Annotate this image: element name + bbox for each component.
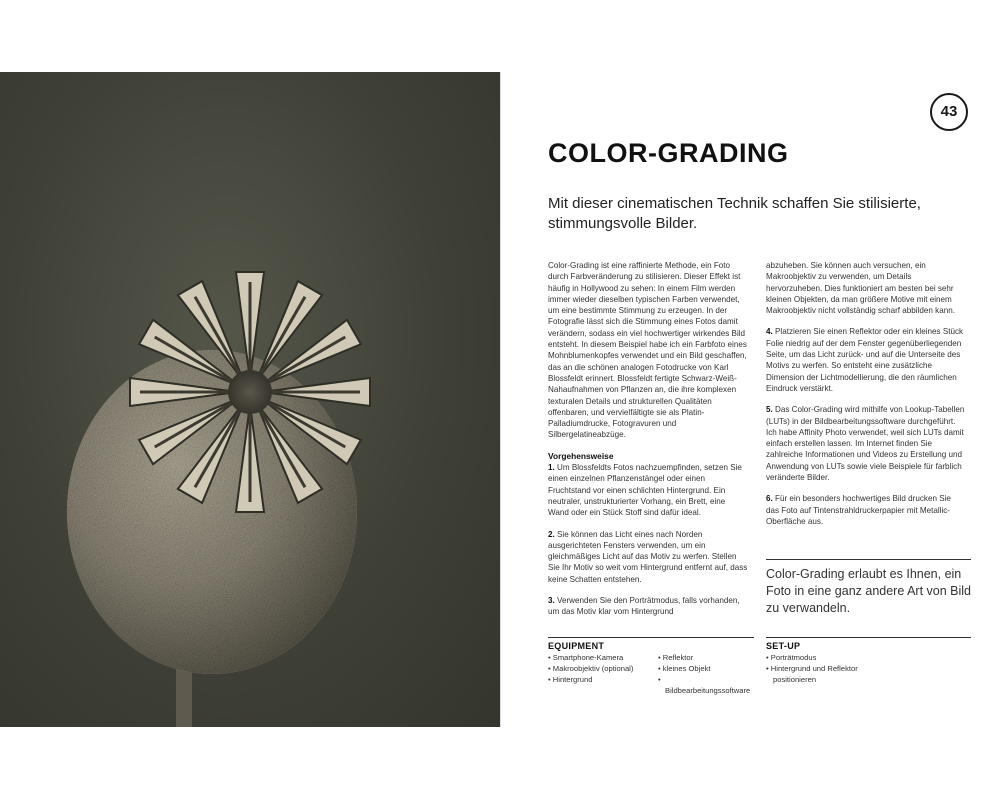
list-item: • Hintergrund und Reflektor positionieren — [766, 663, 876, 685]
poppy-seed-head-illustration — [0, 72, 500, 727]
step-2 — [548, 529, 748, 585]
step-3-continuation: abzuheben. Sie können auch versuchen, ein Makroobjektiv zu verwenden, um Details hervorzuheben. Dies funktioniert am besten bei sehr kleinen Objekten, da man größere Motive mit einem Makroobjektiv nicht vollständig scharf abbilden kann. — [766, 261, 955, 316]
step-6-text: Für ein besonders hochwertiges Bild drucken Sie das Foto auf Tintenstrahldruckerpapier mit Metallic-Oberfläche aus. — [766, 494, 951, 526]
list-item: • Porträtmodus — [766, 652, 876, 663]
list-item: • Hintergrund — [548, 674, 653, 685]
page-subtitle: Mit dieser cinematischen Technik schaffen Sie stilisierte, stimmungsvolle Bilder. — [548, 195, 921, 232]
page-title: COLOR-GRADING — [548, 138, 789, 168]
step-3-text: Verwenden Sie den Porträtmodus, falls vorhanden, um das Motiv klar vom Hintergrund — [548, 596, 740, 617]
step-2-number: 2. — [548, 529, 555, 539]
list-item: • Makroobjektiv (optional) — [548, 663, 653, 674]
step-6-number: 6. — [766, 494, 773, 504]
book-spread — [0, 72, 1000, 727]
pull-quote: Color-Grading erlaubt es Ihnen, ein Foto in eine ganz andere Art von Bild zu verwandeln. — [766, 559, 971, 617]
step-3 — [548, 595, 748, 618]
step-3-number: 3. — [548, 596, 555, 606]
method-heading: Vorgehensweise — [548, 450, 614, 461]
step-1-number: 1. — [548, 463, 555, 473]
body-column-left — [548, 260, 748, 628]
page-number: 43 — [930, 93, 968, 131]
step-5-text: Das Color-Grading wird mithilfe von Lookup-Tabellen (LUTs) in der Bildbearbeitungssoftware durchgeführt. Ich habe Affinity Photo verwendet, weil sich LUTs damit einfach erstellen lassen. Im Internet finden Sie zahlreiche Informationen und Videos zu Erstellung und Anwendung von LUTs sowie viele Beispiele für farblich veränderte Bilder. — [766, 405, 965, 483]
step-5 — [766, 404, 966, 483]
list-item: • Reflektor — [658, 652, 748, 663]
equipment-list-b — [658, 652, 751, 696]
step-1 — [548, 462, 748, 518]
equipment-list-a — [548, 652, 653, 685]
list-item: • Bildbearbeitungssoftware — [658, 674, 748, 696]
step-5-number: 5. — [766, 405, 773, 415]
setup-list — [766, 652, 876, 685]
list-item: • kleines Objekt — [658, 663, 748, 674]
step-1-text: Um Blossfeldts Fotos nachzuempfinden, setzen Sie einen einzelnen Pflanzenstängel oder einen Fruchtstand vor einen schlichten Hintergrund. Ein neutraler, unstrukturierter Vorhang, ein Brett, eine Wand oder ein Stück Stoff sind dafür ideal. — [548, 463, 742, 518]
step-6 — [766, 493, 966, 527]
body-column-right — [766, 260, 966, 537]
step-4 — [766, 326, 966, 394]
equipment-heading: EQUIPMENT — [548, 637, 754, 651]
step-4-text: Platzieren Sie einen Reflektor oder ein kleines Stück Folie niedrig auf der dem Fenster gegenüberliegenden Seite, um das Licht zurück- und auf die Unterseite des Motivs zu werfen. So entsteht eine zusätzliche Dimension der Lichtmodellierung, die den räumlichen Eindruck verstärkt. — [766, 327, 964, 393]
list-item: • Smartphone-Kamera — [548, 652, 653, 663]
poppy-photo — [0, 72, 500, 727]
step-2-text: Sie können das Licht eines nach Norden ausgerichteten Fensters verwenden, um ein gleichmäßiges Licht auf das Motiv zu werfen. Stellen Sie Ihr Motiv so weit vom Hintergrund entfernt auf, dass keine Schatten entstehen. — [548, 529, 748, 584]
setup-heading: SET-UP — [766, 637, 971, 651]
intro-paragraph: Color-Grading ist eine raffinierte Methode, ein Foto durch Farbveränderung zu stilisieren. Dieser Effekt ist häufig in Hollywood zu sehen: In einem Film werden immer wieder dieselben typischen Farben verwendet, um eine bestimmte Stimmung zu erzeugen. In der Fotografie lässt sich die Stimmung eines Fotos damit verändern, sodass ein viel hochwertiger wirkendes Bild entsteht. In diesem Beispiel habe ich ein Farbfoto eines Mohnblumenkopfes verwendet und ein Bild geschaffen, das an die schönen analogen Fotodrucke von Karl Blossfeldt erinnert. Blossfeldt fertigte Schwarz-Weiß-Nahaufnahmen von Pflanzen an, die ihre komplexen texturalen Details und strukturellen Qualitäten offenbaren, und vervielfältigte sie als Platin-Palladiumdrucke, Fotogravuren und Silbergelatineabzüge. — [548, 261, 747, 440]
text-page — [500, 72, 1000, 727]
step-4-number: 4. — [766, 327, 773, 337]
